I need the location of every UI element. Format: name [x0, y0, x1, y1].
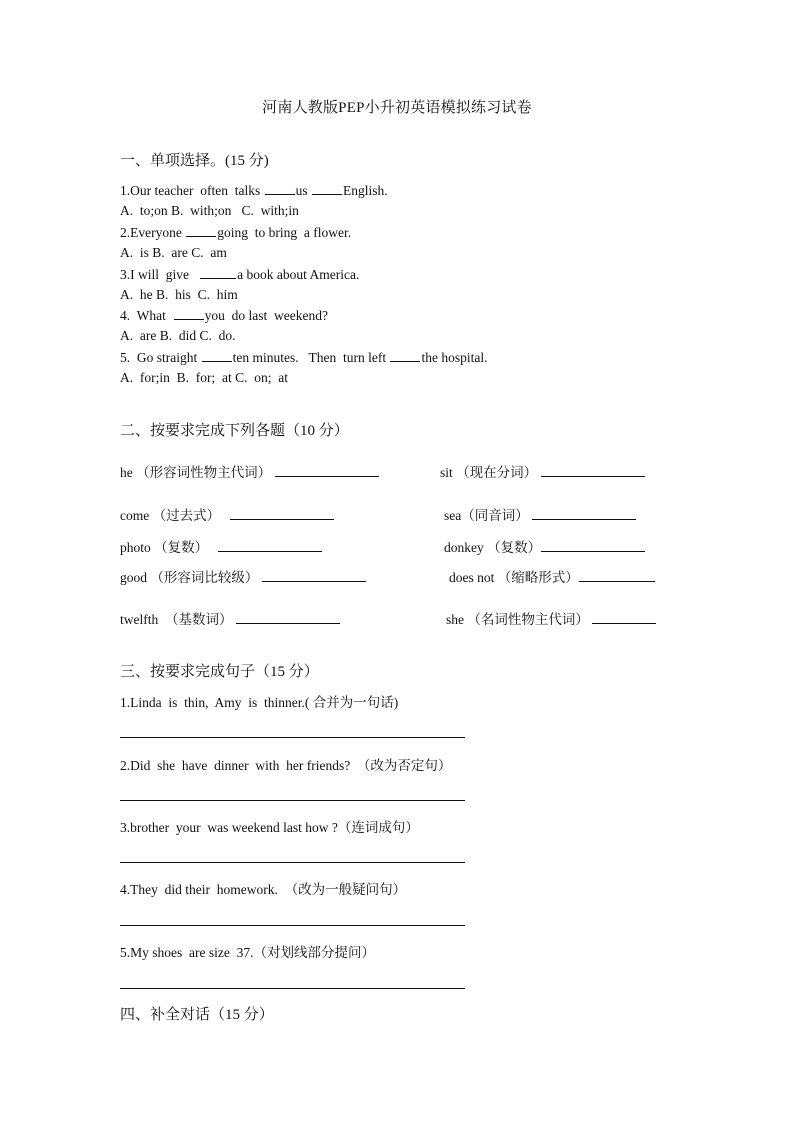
- answer-blank: [541, 464, 645, 477]
- answer-blank: [262, 569, 366, 582]
- q3-text-b: a book about America.: [237, 267, 360, 282]
- question-5: [120, 349, 487, 366]
- document-title: 河南人教版PEP小升初英语模拟练习试卷: [262, 100, 532, 116]
- vocab-item: [120, 566, 366, 586]
- vocab-item: [120, 608, 340, 628]
- answer-blank: [312, 182, 342, 195]
- vocab-item-label: twelfth （基数词）: [120, 612, 233, 627]
- answer-line: [120, 988, 465, 989]
- vocab-item: [440, 461, 645, 481]
- section1-heading: 一、单项选择。(15 分): [120, 153, 269, 169]
- answer-blank: [200, 266, 236, 279]
- q2-text-b: going to bring a flower.: [217, 225, 352, 240]
- vocab-item-label: donkey （复数）: [444, 540, 542, 555]
- section2-heading: 二、按要求完成下列各题（10 分）: [120, 423, 349, 439]
- answer-blank: [186, 224, 216, 237]
- vocab-item: [444, 504, 636, 524]
- answer-blank: [218, 539, 322, 552]
- vocab-item-label: he （形容词性物主代词）: [120, 465, 272, 480]
- sentence-task-5: 5.My shoes are size 37.（对划线部分提问）: [120, 945, 375, 960]
- q5-text-c: the hospital.: [421, 350, 488, 365]
- answer-blank: [275, 464, 379, 477]
- answer-line: [120, 862, 465, 863]
- vocab-item: [449, 566, 655, 586]
- sentence-task-3: 3.brother your was weekend last how ?（连词成句）: [120, 820, 419, 835]
- vocab-item: [120, 504, 334, 524]
- q1-text-b: us: [295, 183, 308, 198]
- answer-blank: [236, 611, 340, 624]
- q1-text-c: English.: [342, 183, 388, 198]
- question-1-options: A. to;on B. with;on C. with;in: [120, 203, 299, 218]
- question-5-options: A. for;in B. for; at C. on; at: [120, 370, 288, 385]
- sentence-task-1: 1.Linda is thin, Amy is thinner.( 合并为一句话): [120, 695, 399, 710]
- question-4: [120, 307, 328, 324]
- answer-blank: [230, 507, 334, 520]
- vocab-item: [446, 608, 656, 628]
- question-2-options: A. is B. are C. am: [120, 245, 227, 260]
- question-1: [120, 182, 388, 199]
- vocab-item-label: good （形容词比较级）: [120, 570, 259, 585]
- q5-text-a: 5. Go straight: [120, 350, 201, 365]
- vocab-item: [120, 461, 379, 481]
- vocab-item-label: she （名词性物主代词）: [446, 612, 589, 627]
- answer-line: [120, 737, 465, 738]
- answer-blank: [174, 307, 204, 320]
- answer-blank: [541, 539, 645, 552]
- vocab-item-label: does not （缩略形式）: [449, 570, 579, 585]
- vocab-item-label: sit （现在分词）: [440, 465, 538, 480]
- question-3: [120, 266, 359, 283]
- question-2: [120, 224, 351, 241]
- vocab-item-label: sea（同音词）: [444, 508, 529, 523]
- q2-text-a: 2.Everyone: [120, 225, 186, 240]
- vocab-item: [444, 536, 645, 556]
- answer-blank: [202, 349, 232, 362]
- section3-heading: 三、按要求完成句子（15 分）: [120, 664, 319, 680]
- sentence-task-4: 4.They did their homework. （改为一般疑问句）: [120, 882, 407, 897]
- answer-blank: [532, 507, 636, 520]
- answer-blank: [592, 611, 656, 624]
- sentence-task-2: 2.Did she have dinner with her friends? （改为否定句）: [120, 758, 452, 773]
- q5-text-b: ten minutes. Then turn left: [232, 350, 390, 365]
- q4-text-b: you do last weekend?: [204, 308, 328, 323]
- answer-blank: [579, 569, 655, 582]
- section4-heading: 四、补全对话（15 分）: [120, 1007, 274, 1023]
- q4-text-a: 4. What: [120, 308, 173, 323]
- answer-blank: [265, 182, 295, 195]
- answer-line: [120, 800, 465, 801]
- answer-blank: [390, 349, 420, 362]
- answer-line: [120, 925, 465, 926]
- vocab-item: [120, 536, 322, 556]
- question-3-options: A. he B. his C. him: [120, 287, 238, 302]
- vocab-item-label: come （过去式）: [120, 508, 221, 523]
- question-4-options: A. are B. did C. do.: [120, 328, 236, 343]
- q1-text-a: 1.Our teacher often talks: [120, 183, 261, 198]
- vocab-item-label: photo （复数）: [120, 540, 209, 555]
- q3-text-a: 3.I will give: [120, 267, 200, 282]
